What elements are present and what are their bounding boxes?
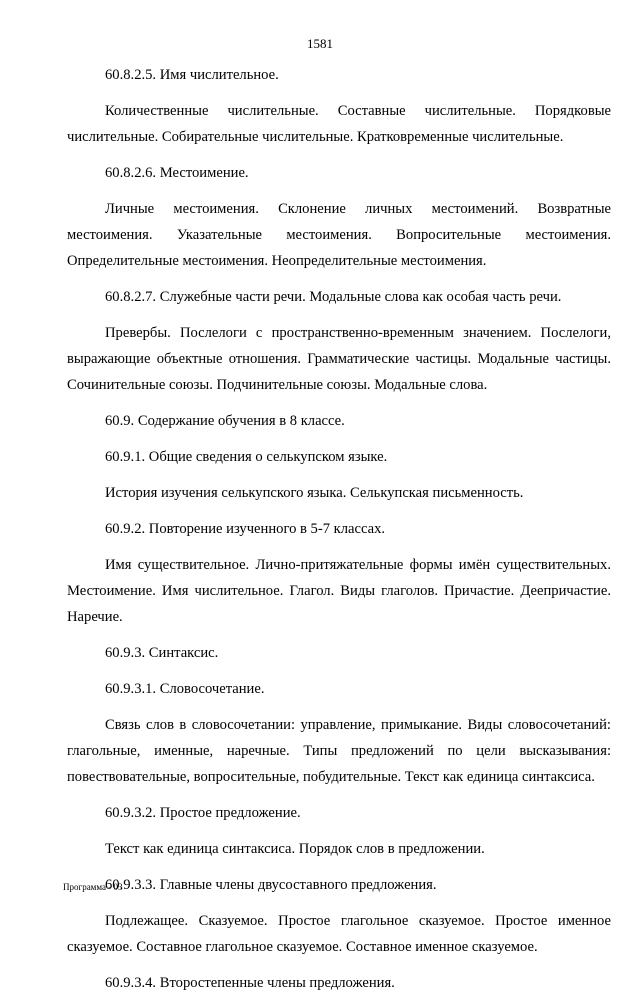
- paragraph: Личные местоимения. Склонение личных местоимений. Возвратные местоимения. Указательные местоимения. Вопросительные местоимения. Определительные местоимения. Неопределительные местоимения.: [67, 201, 611, 269]
- section-heading: 60.8.2.7. Служебные части речи. Модальные слова как особая часть речи.: [105, 289, 562, 305]
- paragraph: История изучения селькупского языка. Селькупская письменность.: [105, 485, 524, 501]
- paragraph: Количественные числительные. Составные числительные. Порядковые числительные. Собирательные числительные. Кратковременные числительные.: [67, 103, 611, 145]
- section-heading: 60.9.3.4. Второстепенные члены предложения.: [105, 975, 395, 991]
- section-heading: 60.9. Содержание обучения в 8 классе.: [105, 413, 345, 429]
- section-heading: 60.9.3. Синтаксис.: [105, 645, 219, 661]
- section-heading: 60.9.3.2. Простое предложение.: [105, 805, 301, 821]
- paragraph: Имя существительное. Лично-притяжательные формы имён существительных. Местоимение. Имя числительное. Глагол. Виды глаголов. Причастие. Деепричастие. Наречие.: [67, 557, 611, 625]
- section-heading: 60.9.3.1. Словосочетание.: [105, 681, 265, 697]
- paragraph: Превербы. Послелоги с пространственно-временным значением. Послелоги, выражающие объектные отношения. Грамматические частицы. Модальные частицы. Сочинительные союзы. Подчинительные союзы. Модальные слова.: [67, 325, 611, 393]
- paragraph: Подлежащее. Сказуемое. Простое глагольное сказуемое. Простое именное сказуемое. Составное глагольное сказуемое. Составное именное сказуемое.: [67, 913, 611, 955]
- footer-label: Программа - 03: [63, 882, 123, 892]
- section-heading: 60.9.3.3. Главные члены двусоставного предложения.: [105, 877, 437, 893]
- section-heading: 60.9.2. Повторение изученного в 5-7 классах.: [105, 521, 386, 537]
- page-number: 1581: [307, 36, 333, 51]
- section-heading: 60.8.2.5. Имя числительное.: [105, 67, 279, 83]
- paragraph: Связь слов в словосочетании: управление, примыкание. Виды словосочетаний: глагольные, именные, наречные. Типы предложений по цели высказывания: повествовательные, вопросительные, побудительные. Текст как единица синтаксиса.: [67, 717, 611, 785]
- document-body: [67, 62, 611, 996]
- section-heading: 60.9.1. Общие сведения о селькупском языке.: [105, 449, 388, 465]
- paragraph: Текст как единица синтаксиса. Порядок слов в предложении.: [105, 841, 485, 857]
- section-heading: 60.8.2.6. Местоимение.: [105, 165, 249, 181]
